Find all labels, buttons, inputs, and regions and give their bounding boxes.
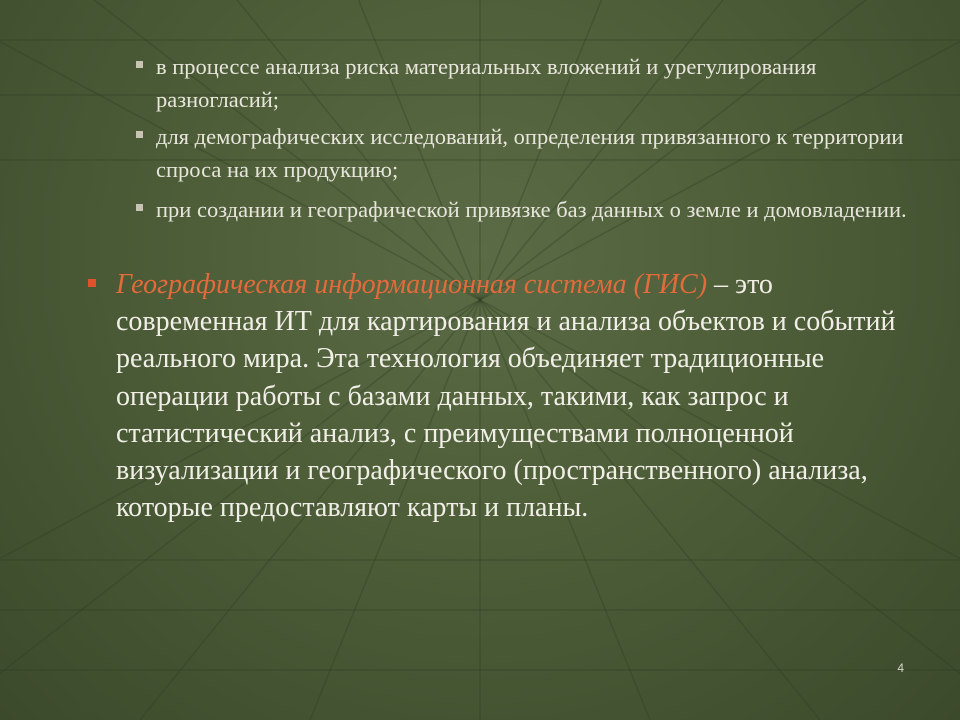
square-bullet-icon xyxy=(136,204,143,211)
sub-bullet-text: для демографических исследований, определения привязанного к территории спроса на их продукцию; xyxy=(156,124,904,182)
sub-bullet-text: при создании и географической привязке баз данных о земле и домовладении. xyxy=(156,197,907,222)
gis-term: Географическая информационная система (ГИС) xyxy=(116,269,708,300)
sub-bullet-item xyxy=(156,193,916,226)
sub-bullet-text: в процессе анализа риска материальных вложений и урегулирования разногласий; xyxy=(156,54,817,112)
sub-bullet-item xyxy=(156,120,916,186)
gis-definition-text: – это современная ИТ для картирования и анализа объектов и событий реального мира. Эта технология объединяет традиционные операции работы с базами данных, такими, как запрос и статистический анализ, с преимуществами полноценной визуализации и географического (пространственного) анализа, которые предоставляют карты и планы. xyxy=(116,269,896,524)
main-bullet-item xyxy=(116,266,916,526)
square-bullet-icon xyxy=(88,279,96,287)
page-number: 4 xyxy=(897,661,904,675)
square-bullet-icon xyxy=(136,131,143,138)
sub-bullet-item xyxy=(156,50,916,116)
square-bullet-icon xyxy=(136,61,143,68)
